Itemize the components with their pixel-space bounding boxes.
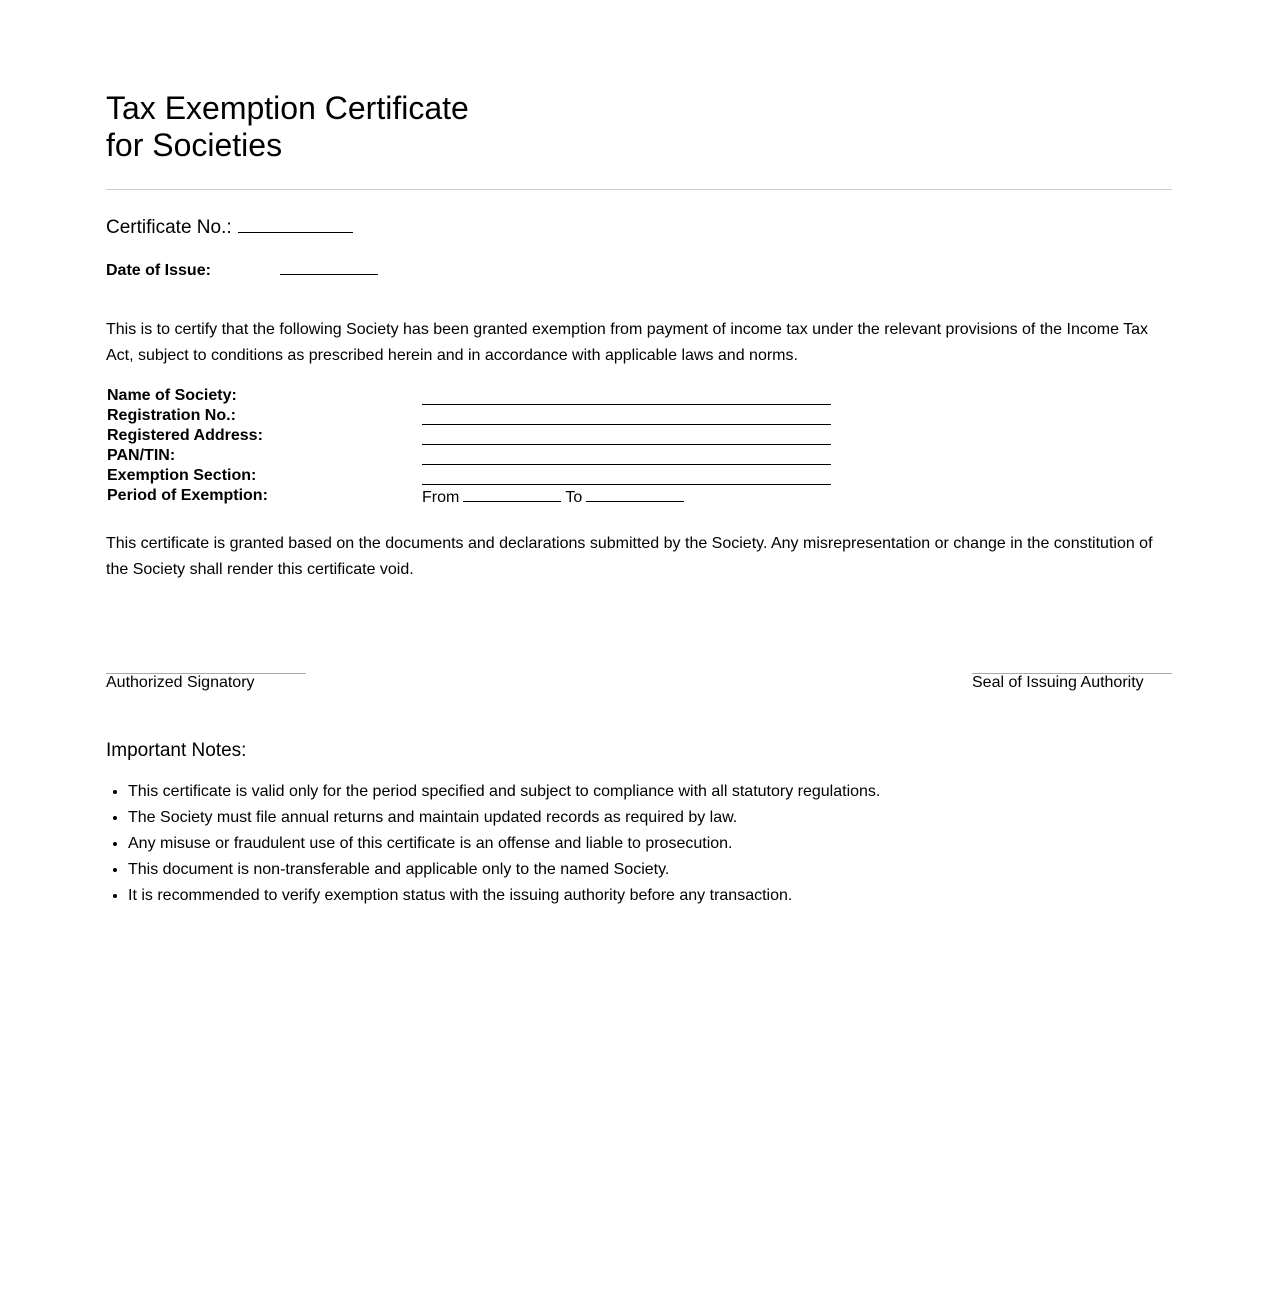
field-row-exemption-section: [107, 466, 867, 486]
list-item: • This document is non-transferable and applicable only to the named Society.: [128, 857, 880, 883]
field-blank-line: [422, 404, 831, 405]
authorized-signatory: Authorized Signatory: [106, 673, 306, 692]
field-label: Registered Address:: [107, 427, 263, 444]
intro-paragraph: This is to certify that the following Society has been granted exemption from payment of income tax under the relevant provisions of the Income Tax Act, subject to conditions as prescribed herein and in accordance with applicable laws and norms.: [106, 321, 1149, 364]
list-item: • Any misuse or fraudulent use of this certificate is an offense and liable to prosecution.: [128, 831, 880, 857]
certificate-number-row: [106, 214, 353, 240]
list-item: • The Society must file annual returns and maintain updated records as required by law.: [128, 805, 880, 831]
list-item: • It is recommended to verify exemption status with the issuing authority before any transaction.: [128, 883, 880, 909]
title-divider: [106, 189, 1172, 190]
period-to-blank: [586, 486, 684, 502]
date-of-issue-blank: [280, 259, 378, 275]
notes-list: [106, 779, 880, 909]
society-details: [107, 386, 867, 506]
date-of-issue-label: Date of Issue:: [106, 262, 211, 279]
field-blank-line: [422, 464, 831, 465]
notes-heading: Important Notes:: [106, 740, 247, 761]
field-label: Registration No.:: [107, 407, 236, 424]
date-of-issue-row: [106, 259, 378, 281]
field-blank-line: [422, 444, 831, 445]
field-row-pan-tin: [107, 446, 867, 466]
certificate-number-blank: [238, 214, 353, 233]
title-line-2: for Societies: [106, 127, 283, 163]
seal-of-issuing-authority: Seal of Issuing Authority: [972, 673, 1172, 692]
field-row-period-of-exemption: [107, 486, 867, 506]
field-row-registration-no: [107, 406, 867, 426]
field-label: Exemption Section:: [107, 467, 257, 484]
field-blank-line: [422, 484, 831, 485]
period-from-blank: [463, 486, 561, 502]
field-label: PAN/TIN:: [107, 447, 176, 464]
page-title: [106, 90, 469, 164]
title-line-1: Tax Exemption Certificate: [106, 90, 469, 126]
period-values: [422, 486, 688, 508]
period-to-label: To: [565, 489, 583, 506]
certificate-number-label: Certificate No.:: [106, 217, 232, 238]
field-row-name-of-society: [107, 386, 867, 406]
field-label: Name of Society:: [107, 387, 237, 404]
period-from-label: From: [422, 489, 460, 506]
field-row-registered-address: [107, 426, 867, 446]
list-item: • This certificate is valid only for the period specified and subject to compliance with all statutory regulations.: [128, 779, 880, 805]
closing-paragraph: This certificate is granted based on the documents and declarations submitted by the Society. Any misrepresentation or change in the constitution of the Society shall render this certificate void.: [106, 535, 1153, 578]
period-label: Period of Exemption:: [107, 487, 268, 504]
field-blank-line: [422, 424, 831, 425]
